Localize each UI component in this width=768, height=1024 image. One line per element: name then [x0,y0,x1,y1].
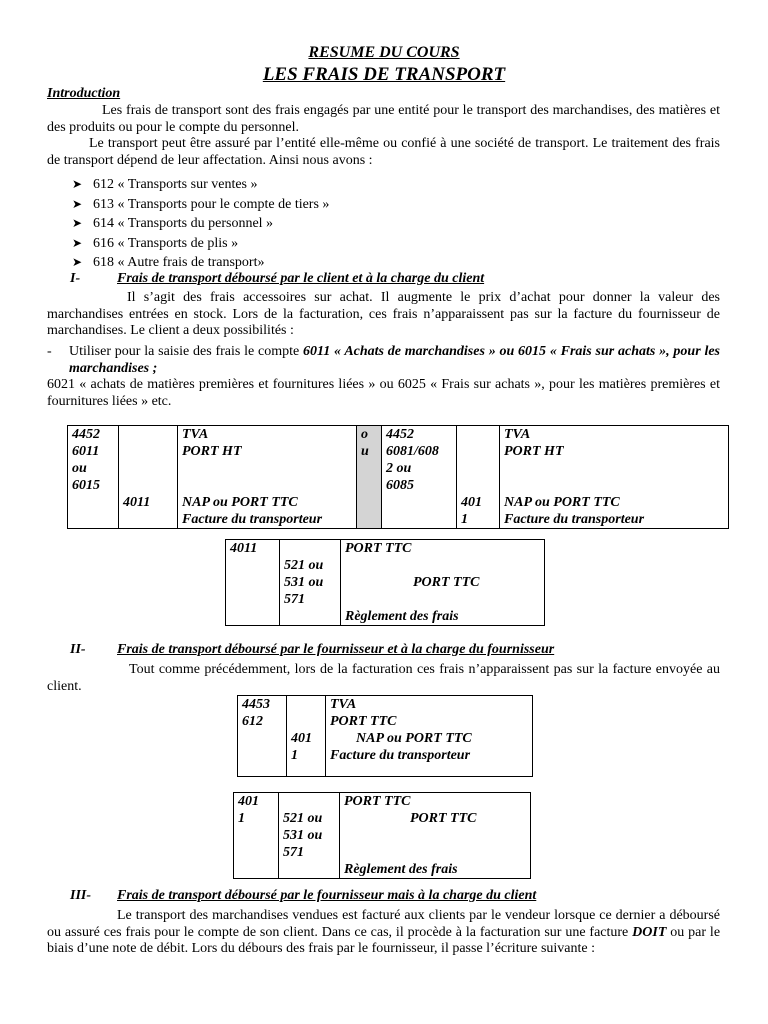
arrow-bullet-icon: ➤ [72,255,83,269]
section-title: Frais de transport déboursé par le fournisseur mais à la charge du client [117,888,537,903]
invoice-type: DOIT [632,924,667,940]
entry-labels: TVA PORT HT NAP ou PORT TTC Facture du transporteur [178,426,357,529]
arrow-bullet-icon: ➤ [72,216,83,230]
journal-entry-table [237,695,533,777]
debit-accounts: 4453 612 [238,696,287,777]
list-item: ➤ 613 « Transports pour le compte de tiers » [72,195,329,215]
journal-entry-table [233,792,531,879]
debit-accounts: 4452 6081/608 2 ou 6085 [382,426,457,529]
transport-accounts-list [72,175,329,273]
section-title: Frais de transport déboursé par le client et à la charge du client [117,271,485,286]
entry-labels: PORT TTC PORT TTC Règlement des frais [340,793,531,879]
arrow-bullet-icon: ➤ [72,196,83,211]
credit-accounts: 401 1 [457,426,500,529]
section-3-paragraph: Le transport des marchandises vendues est facturé aux clients par le vendeur lorsque ce dernier a déboursé ou assuré ces frais pour le compte de son client. Dans ce cas, il procède à la facturation sur une facture DOIT ou par le biais d’une note de débit. Lors du débours des frais par le fournisseur, il passe l’écriture suivante : [47,908,721,956]
section-1-option-item: - Utiliser pour la saisie des frais le compte 6011 « Achats de marchandises » ou 6015 « Frais sur achats », pour les marchandises ; [47,344,720,376]
debit-accounts: 401 1 [234,793,279,879]
arrow-bullet-icon: ➤ [72,177,83,191]
credit-accounts: 4011 [119,426,178,529]
list-item: ➤ 614 « Transports du personnel » [72,214,329,234]
course-summary-title: RESUME DU COURS [308,44,460,61]
entry-labels: TVA PORT TTC NAP ou PORT TTC Facture du transporteur [326,696,533,777]
section-number: II- [70,642,86,657]
list-item: ➤ 618 « Autre frais de transport» [72,253,329,273]
credit-accounts: 521 ou 531 ou 571 [280,540,341,626]
section-number: I- [70,271,81,286]
credit-accounts: 521 ou 531 ou 571 [279,793,340,879]
list-item: ➤ 616 « Transports de plis » [72,234,329,254]
credit-accounts: 401 1 [287,696,326,777]
debit-accounts: 4011 [226,540,280,626]
account-reference: 6011 « Achats de marchandises » ou 6015 « Frais sur achats », pour les marchandises ; [69,344,720,376]
or-separator: o u [357,426,382,529]
section-title: Frais de transport déboursé par le fournisseur et à la charge du fournisseur [117,642,555,657]
journal-entry-table [67,425,729,529]
section-2-heading [70,642,554,658]
list-item: ➤ 612 « Transports sur ventes » [72,175,329,195]
section-1-paragraph: Il s’agit des frais accessoires sur achat. Il augmente le prix d’achat pour donner la valeur des marchandises entrées en stock. Lors de la facturation, ces frais n’apparaissent pas sur la facture du fournisseur de marchandises. Le client a deux possibilités : [47,290,720,338]
debit-accounts: 4452 6011 ou 6015 [68,426,119,529]
introduction-heading: Introduction [47,86,121,101]
intro-paragraph-1: Les frais de transport sont des frais engagés par une entité pour le transport des marchandises, des matières et des produits ou pour le compte du personnel. [47,103,720,135]
section-1-paragraph-2: 6021 « achats de matières premières et fournitures liées » ou 6025 « Frais sur achats », pour les matières premières et fournitures liées » etc. [47,377,720,409]
arrow-bullet-icon: ➤ [72,235,83,250]
section-3-heading [70,888,536,904]
section-1-heading [70,271,484,287]
journal-entry-table [225,539,545,626]
entry-labels: TVA PORT HT NAP ou PORT TTC Facture du transporteur [500,426,729,529]
page-title: LES FRAIS DE TRANSPORT [262,64,506,85]
entry-labels: PORT TTC PORT TTC Règlement des frais [341,540,545,626]
section-2-paragraph: Tout comme précédemment, lors de la facturation ces frais n’apparaissent pas sur la facture envoyée au client. [47,662,720,694]
intro-paragraph-2: Le transport peut être assuré par l’entité elle-même ou confié à une société de transport. Le traitement des frais de transport dépend de leur affectation. Ainsi nous avons : [47,136,720,168]
section-number: III- [70,888,92,903]
